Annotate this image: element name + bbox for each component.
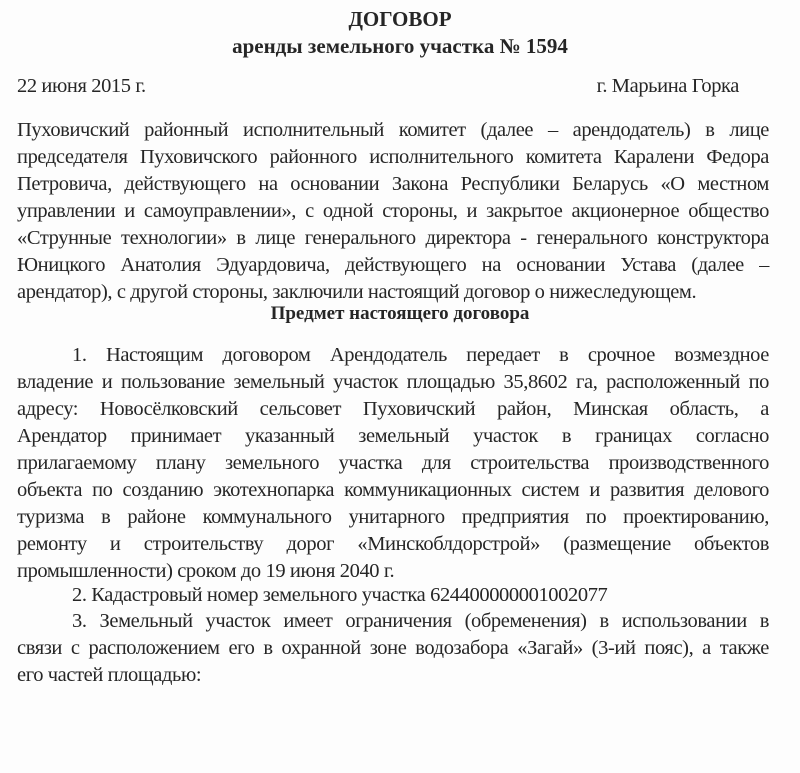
clause-1-line: адресу: Новосёлковский сельсовет Пуховичский район, Минская область, а [17, 398, 769, 420]
clause-1-line: промышленности) сроком до 19 июня 2040 г. [17, 560, 395, 582]
clause-2: 2. Кадастровый номер земельного участка 624400000001002077 [72, 584, 608, 606]
document-title: ДОГОВОР [348, 7, 452, 31]
document-subtitle: аренды земельного участка № 1594 [232, 34, 568, 58]
preamble-line: председателя Пуховичского районного исполнительного комитета Каралени Федора [17, 146, 769, 168]
clause-1-line: объекта по созданию экотехнопарка коммуникационных систем и развития делового [17, 479, 769, 501]
clause-1-line: ремонту и строительству дорог «Минскоблдорстрой» (размещение объектов [17, 533, 769, 555]
clause-3-line: связи с расположением его в охранной зоне водозабора «Загай» (3-ий пояс), а также [17, 637, 769, 659]
section-heading: Предмет настоящего договора [270, 303, 530, 324]
clause-1-line: Арендатор принимает указанный земельный участок в границах согласно [17, 425, 769, 447]
contract-date: 22 июня 2015 г. [17, 75, 146, 97]
clause-3-line: его частей площадью: [17, 664, 202, 686]
preamble-line: Пуховичский районный исполнительный комитет (далее – арендодатель) в лице [17, 119, 769, 141]
contract-place: г. Марьина Горка [596, 75, 739, 97]
preamble-line: арендатор), с другой стороны, заключили настоящий договор о нижеследующем. [17, 281, 697, 303]
preamble-line: Юницкого Анатолия Эдуардовича, действующего на основании Устава (далее – [17, 254, 769, 276]
preamble-line: Петровича, действующего на основании Закона Республики Беларусь «О местном [17, 173, 769, 195]
date-place-row [17, 74, 739, 99]
clause-1-line: 1. Настоящим договором Арендодатель передает в срочное возмездное [72, 344, 769, 366]
clause-3-line: 3. Земельный участок имеет ограничения (обременения) в использовании в [72, 610, 769, 632]
preamble-line: управлении и самоуправлении», с одной стороны, и закрытое акционерное общество [17, 200, 769, 222]
clause-1-line: владение и пользование земельный участок площадью 35,8602 га, расположенный по [17, 371, 769, 393]
preamble-line: «Струнные технологии» в лице генерального директора - генерального конструктора [17, 227, 769, 249]
clause-1-line: прилагаемому плану земельного участка для строительства производственного [17, 452, 769, 474]
clause-1-line: туризма в районе коммунального унитарного предприятия по проектированию, [17, 506, 769, 528]
